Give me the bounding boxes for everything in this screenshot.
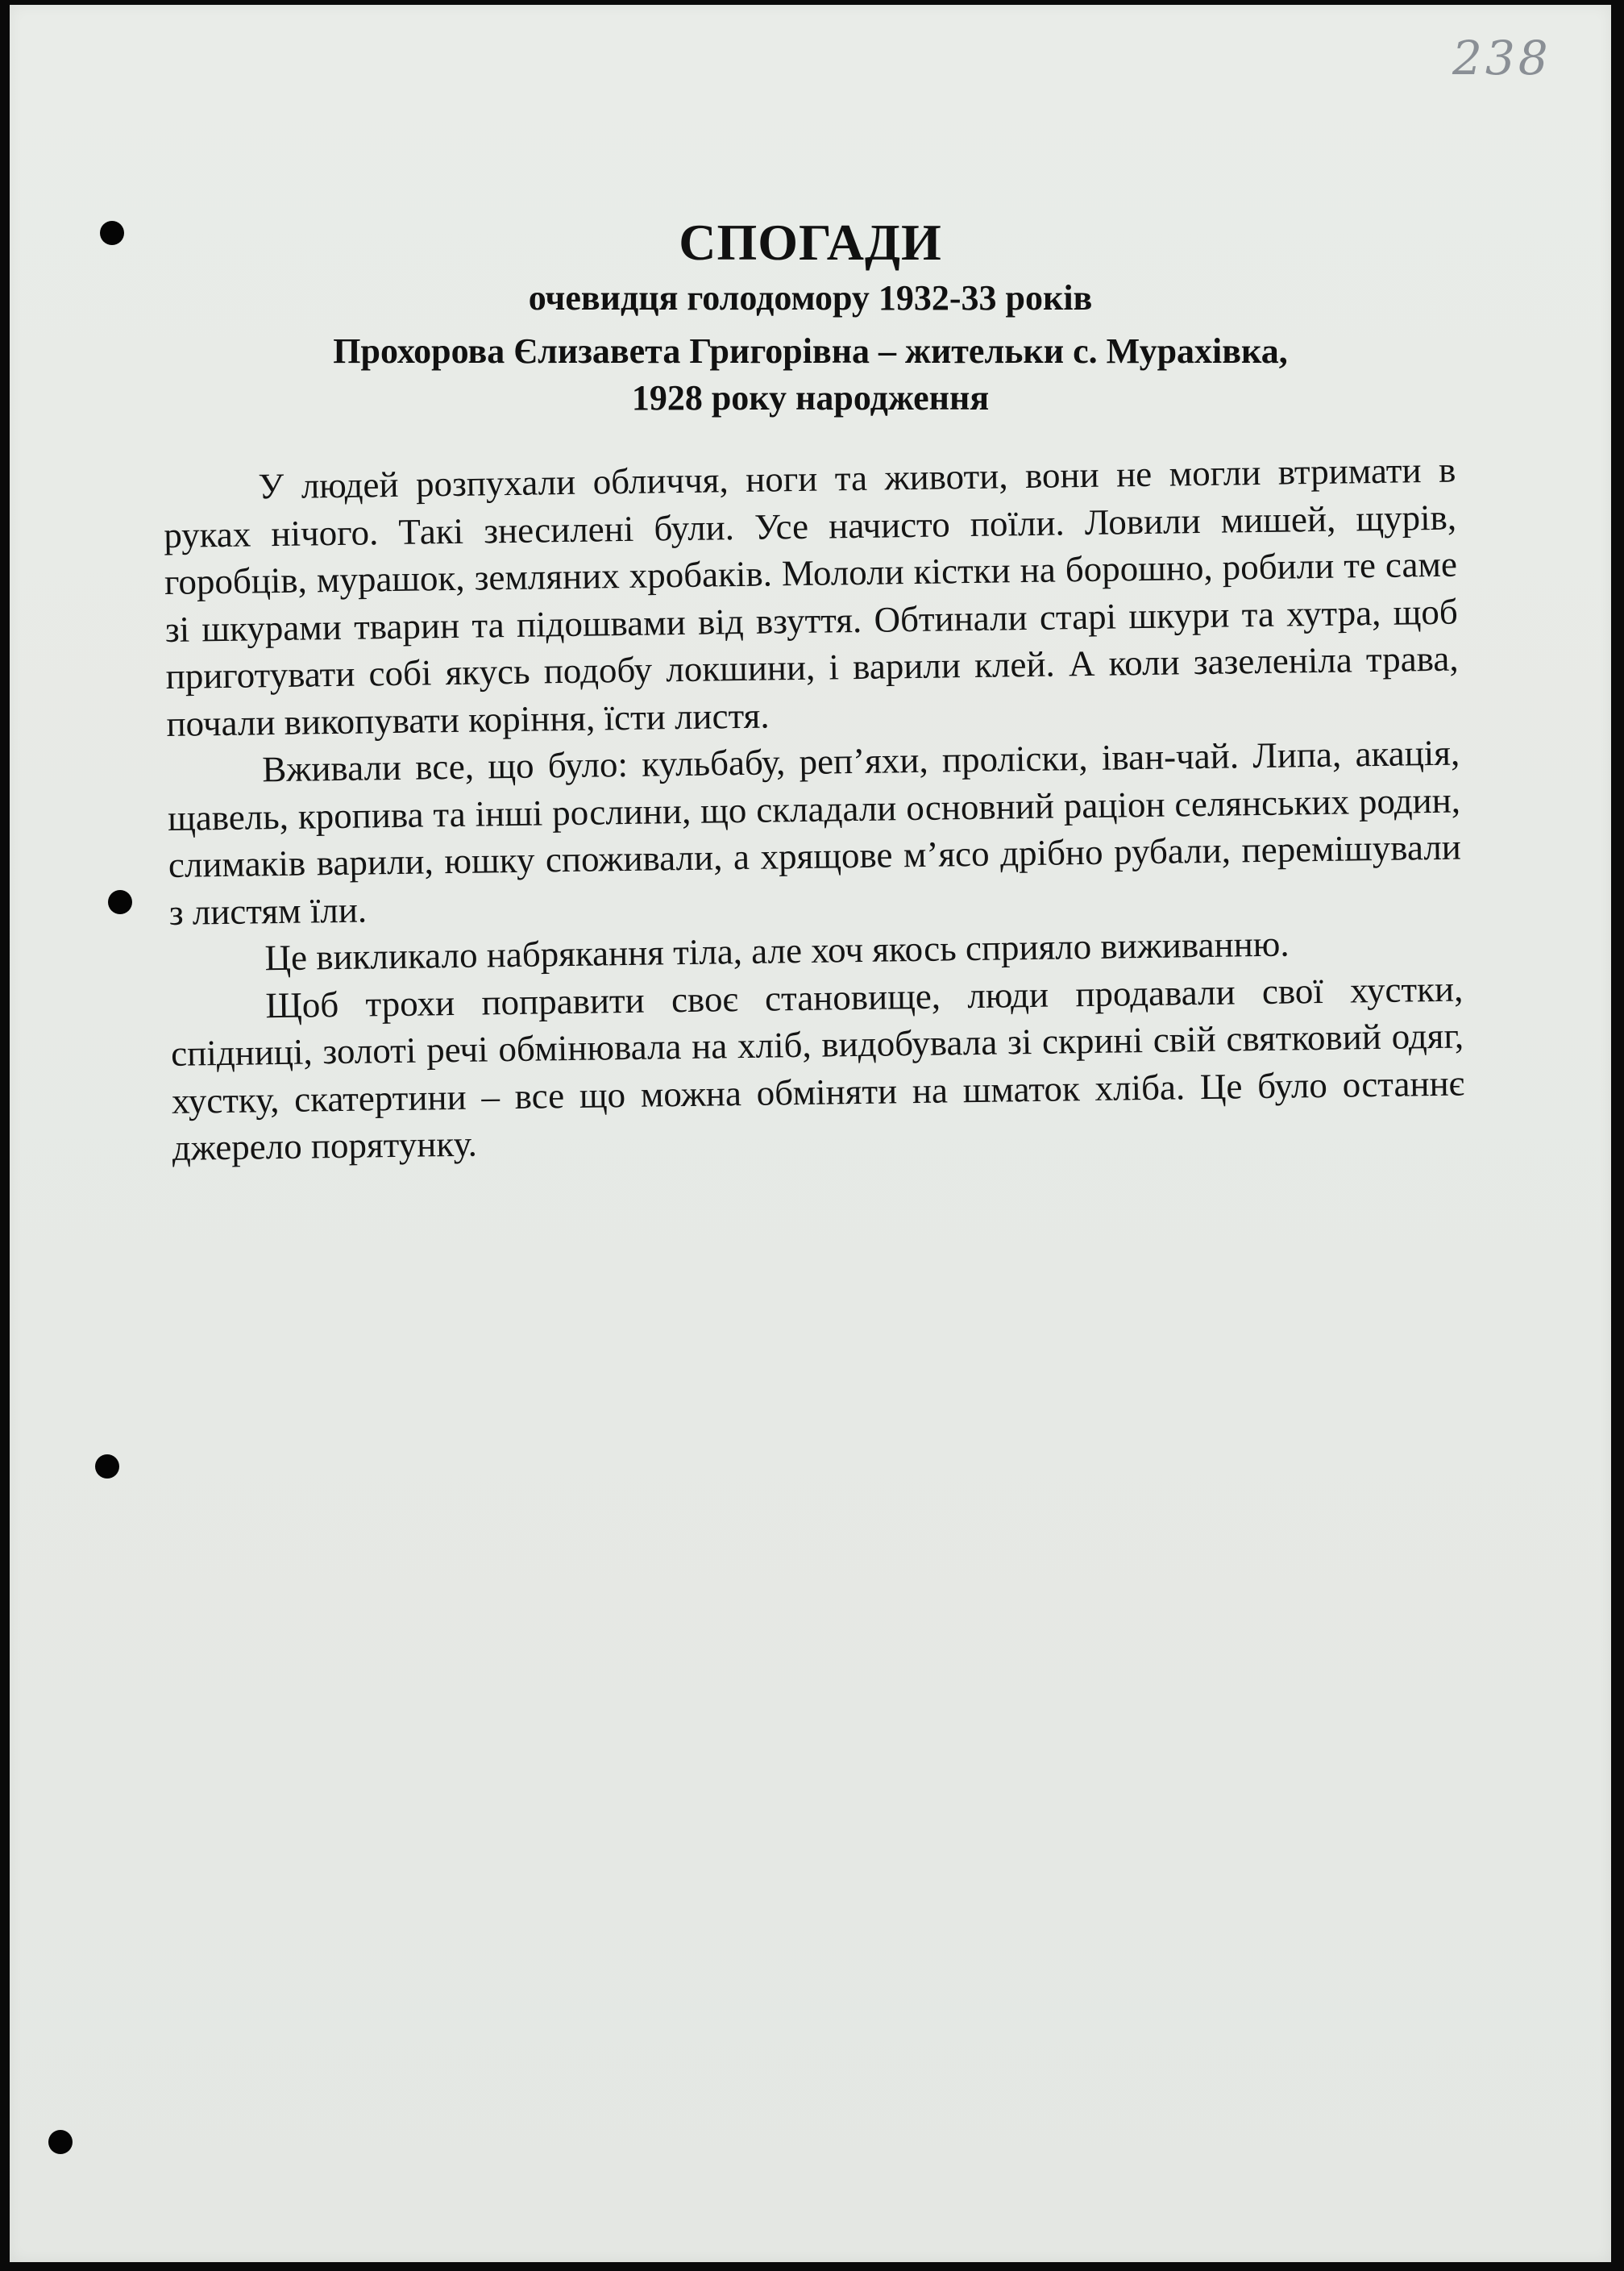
punch-hole (48, 2130, 73, 2154)
document-body (163, 447, 1465, 1172)
paper-sheet (10, 5, 1611, 2262)
punch-hole (108, 890, 132, 914)
paragraph: Це викликало набрякання тіла, але хоч якось сприяло виживанню. (264, 923, 1290, 979)
paragraph: У людей розпухали обличчя, ноги та животи, вони не могли втримати в руках нічого. Такі знесилені були. Усе начисто поїли. Ловили мишей, щурів, горобців, мурашок, земляних хробаків. Мололи кістки на борошно, робили те саме зі шкурами тварин та підошвами від взуття. Обтинали старі шкури та хутра, щоб приготувати собі якусь подобу локшини, і варили клей. А коли зазеленіла трава, почали викопувати коріння, їсти листя. (163, 449, 1459, 744)
document-title: СПОГАДИ (679, 214, 942, 271)
subtitle-line: Прохорова Єлизавета Григорівна – жительки с. Мурахівка, (333, 331, 1288, 371)
punch-hole (95, 1454, 119, 1479)
handwritten-page-number: 238 (1452, 31, 1551, 85)
paragraph: Вживали все, що було: кульбабу, реп’яхи, проліски, іван-чай. Липа, акація, щавель, кропива та інші рослини, що складали основний раціон селянських родин, слимаків варили, юшку споживали, а хрящове м’ясо дрібно рубали, перемішували з листям їли. (167, 732, 1462, 933)
subtitle-line: очевидця голодомору 1932-33 років (528, 278, 1093, 318)
paragraph: Щоб трохи поправити своє становище, люди продавали свої хустки, спідниці, золоті речі обмінювала на хліб, видобувала зі скрині свій святковий одяг, хустку, скатертини – все що можна обміняти на шматок хліба. Це було останнє джерело порятунку. (170, 968, 1465, 1168)
subtitle-line: 1928 року народження (631, 378, 990, 418)
